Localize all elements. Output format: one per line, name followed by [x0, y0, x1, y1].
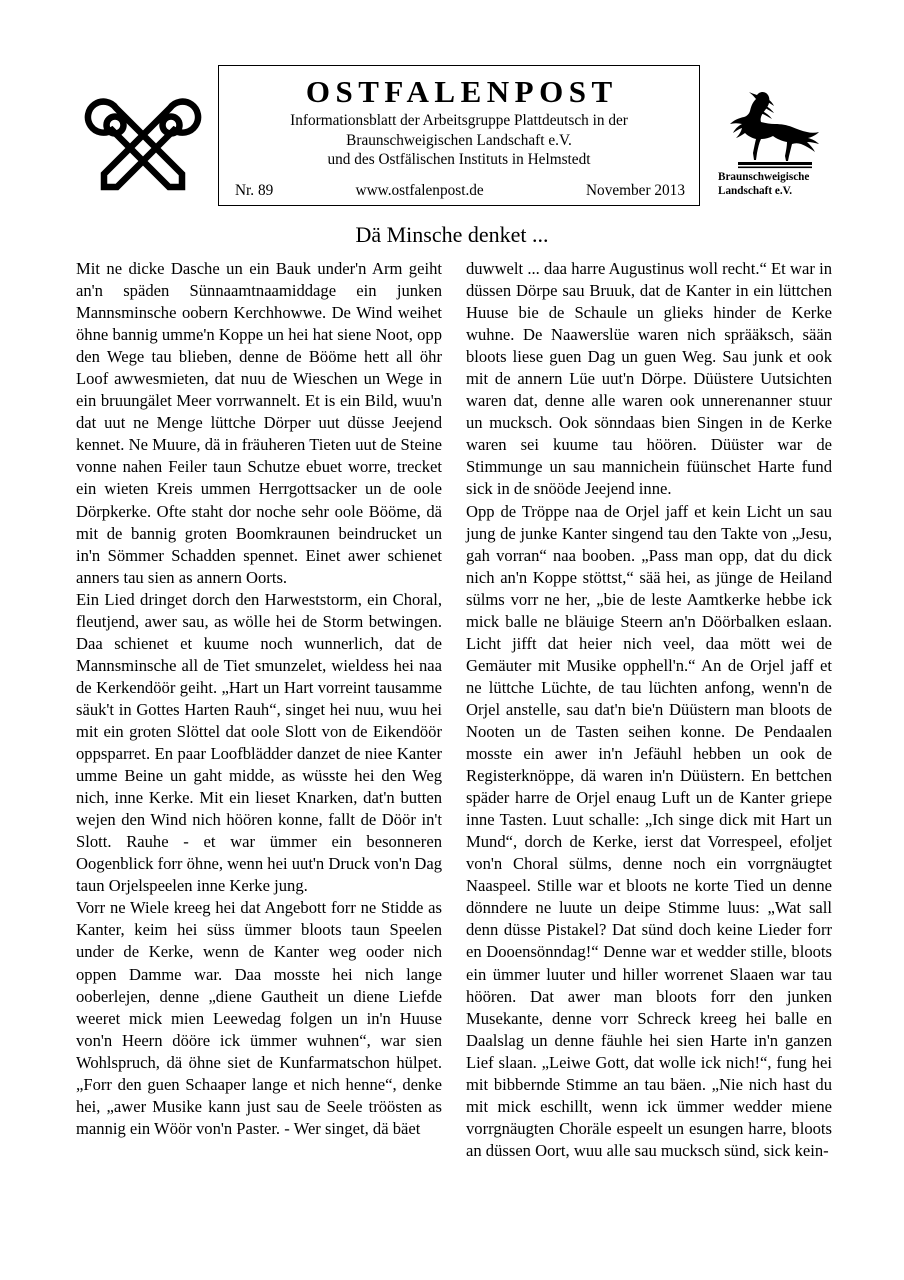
- braunschweigische-landschaft-logo: [712, 90, 832, 210]
- crossed-horse-heads-icon: [82, 92, 204, 196]
- masthead-meta: [229, 182, 689, 200]
- logo-caption: [712, 171, 832, 198]
- masthead: [0, 52, 904, 217]
- article-column-left: [76, 258, 442, 1248]
- subtitle-line-3: und des Ostfälischen Instituts in Helmstedt: [327, 151, 591, 168]
- subtitle-line-2: Braunschweigischen Landschaft e.V.: [346, 131, 572, 149]
- issue-number: Nr. 89: [235, 182, 274, 199]
- masthead-subtitle: [229, 111, 689, 169]
- horse-icon: [720, 90, 824, 170]
- article-column-right: [466, 258, 832, 1248]
- issue-date: November 2013: [586, 182, 685, 199]
- masthead-box: [218, 65, 700, 206]
- paragraph: Vorr ne Wiele kreeg hei dat Angebott forr ne Stidde as Kanter, keim hei süss ümmer bloots taun Speelen under de Kerke, wenn de Kanter weg ooder nich oppen Damme war. Daa mosste hei nich lange ooberlejen, denne „diene Gautheit un diene Liefde weeret mick mien Leewedag folgen un in'n Huuse von'n Heern dööre ick ümmer wuhnen“, war sien Wohlspruch, dä öhne siet de Kunfarmatschon hülpet. „Forr den guen Schaaper lange et nich henne“, denke hei, „awer Musike kann just sau de Seele tröösten as mannig ein Wöör von'n Paster. - Wer singet, dä bäet: [76, 898, 442, 1138]
- logo-caption-line-1: Braunschweigische: [718, 171, 810, 183]
- page-title: OSTFALENPOST: [305, 74, 618, 109]
- paragraph: Ein Lied dringet dorch den Harweststorm, ein Choral, fleutjend, awer sau, as wölle hei de Storm betwingen. Daa schienet et kuume noch wunnerlich, dat de Mannsminsche all de Tiet smunzelet, wieldess hei naa de Kerkendöör geiht. „Hart un Hart vorreint tausamme säuk't in Gottes Harten Rauh“, singet hei nuu, wuu hei mit ein groten Slöttel dat oole Slott von de Eikendöör oppsparret. En paar Loofblädder danzet de niee Kanter umme Beine un gaht midde, as wüsste hei den Weg nich, inne Kerke. Mit ein lieset Knarken, dat'n butten wejen den Wind nich höören konne, fallt de Döör in't Slott. Rauhe - et war ümmer ein besonneren Oogenblick forr öhne, wenn hei uut'n Druck von'n Dag taun Orjelspeelen inne Kerke jung.: [76, 589, 442, 896]
- article-headline: Dä Minsche denket ...: [355, 222, 549, 247]
- paragraph: Mit ne dicke Dasche un ein Bauk under'n Arm geiht an'n späden Sünnaamtnaamiddage ein junken Mannsminsche oobern Kerchhowwe. De Wind weihet öhne bannig umme'n Koppe un hei hat siene Noot, opp den Wege tau blieben, denne de Bööme hett all öhr Loof awwesmieten, dat nuu de Wieschen un Wege in ein bruungälet Meer vorrwannelt. Et is ein Bild, wuu'n dat uut ne Menge lüttche Dörper uut düsse Jeejend kennet. Ne Muure, dä in fräuheren Tieten uut de Steine vonne nahen Feiler taun Schutze ebuet worre, trecket ein wieten Kreis ummen Herrgottsacker un de oole Dörpkerke. Ofte staht dor noche sehr oole Bööme, dä mit de bannig groten Boomkraunen beindrucket un in'n Sömmer Schadden spennet. Einet awer schienet anners tau sien as annern Oorts.: [76, 259, 442, 587]
- paragraph: Opp de Tröppe naa de Orjel jaff et kein Licht un sau jung de junke Kanter singend tau den Takte von „Jesu, gah vorran“ naa booben. „Pass man opp, dat du dick nich an'n Koppe stöttst,“ sää hei, as jünge de Heiland sülms vorr ne her, „bie de leste Aamtkerke hebbe ick mick balle ne bläuige Steern an'n Döörbalken eslaan. Licht jifft dat heier nich veel, daa mött wei de Gemäuter mit Musike opphell'n.“ An de Orjel jaff et ne lüttche Lüchte, de tau lüchten anfong, wenn'n de Orjel anstelle, sau dat'n bie'n Düüstern man bloots de Nooten un de Tasten seihen konne. De Pendaalen mosste ein awer in'n Jefäuhl hebben un ook de Registerknöppe, dä waren in'n Düüstern. En bettchen späder harre de Orjel enaug Luft un de Kanter griepe inne Tasten. Luut schalle: „Ich singe dick mit Hart un Mund“, dorch de Kerke, ierst dat Vorrespeel, efoljet von'n Choral sülms, denne noch ein vorrgnäugtet Naaspeel. Stille war et bloots ne korte Tied un denne dönndere ne luute un deipe Stimme luus: „Wat sall denn düsse Pistakel? Dat sünd doch keine Lieder forr en Dooensönndag!“ Denne war et wedder stille, bloots ein ümmer luuter und hiller worrenet Slaaen war tau höören. Dat awer man bloots forr den junken Musekante, denne vorr Schreck kreeg hei balle en Daalslag un denne fäuhle hei sien Harte in'n ganzen Lief slaan. „Leiwe Gott, dat wolle ick nich!“, fung hei mit bibbernde Stimme an tau bäen. „Nie nich hast du mit mick eschillt, wenn ick ümmer wedder miene vorrgnäugten Choräle espeelt un esungen harre, bloots an düssen Oort, wuu alle sau mucksch sünd, sick kein-: [466, 501, 832, 1160]
- paragraph: duwwelt ... daa harre Augustinus woll recht.“ Et war in düssen Dörpe sau Bruuk, dat de Kanter in ein lüttchen Huuse bie de Schaule un glieks hinder de Kerke wuhne. De Naawerslüe waren nich sprääksch, sään bloots liese guen Dag un guen Weg. Sau junk et ook mit de annern Lüe uut'n Dörpe. Düüstere Uutsichten waren dat, denne alle waren ook unnerenanner stuur un mucksch. Ook sönndaas bien Singen in de Kerke waren sei kuume tau höören. Düüster war de Stimmunge un sau mannichein füünschet Harte fund sick in de snööde Jeejend inne.: [466, 259, 832, 499]
- subtitle-line-1: Informationsblatt der Arbeitsgruppe Plattdeutsch in der: [290, 112, 628, 130]
- website-url[interactable]: www.ostfalenpost.de: [355, 182, 484, 199]
- article-body: [76, 258, 832, 1248]
- logo-caption-line-2: Landschaft e.V.: [718, 184, 793, 197]
